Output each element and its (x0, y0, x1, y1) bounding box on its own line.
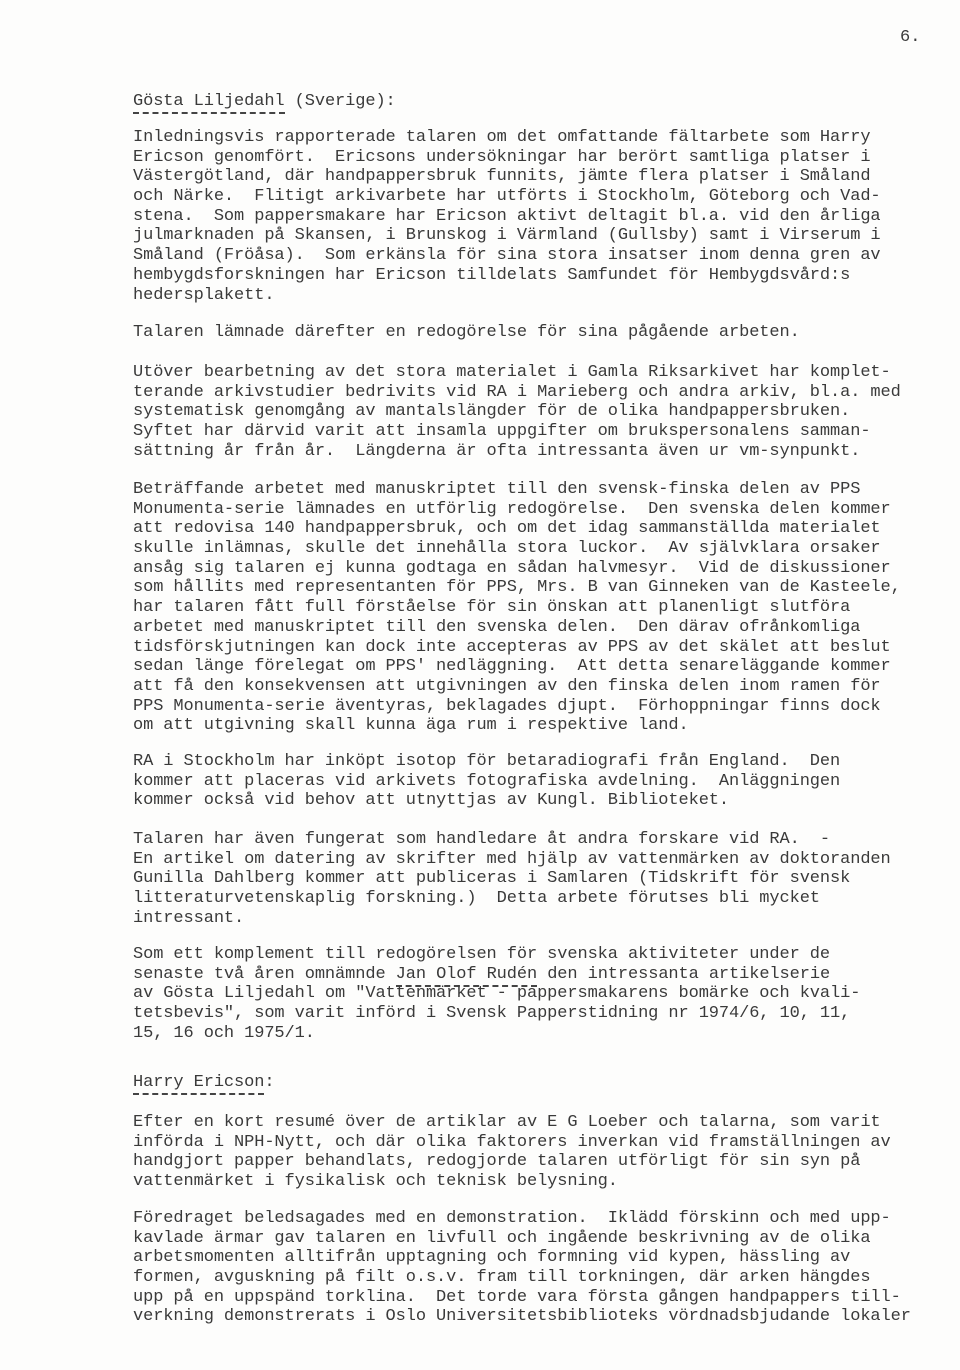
underlined-name: Harry Ericson (133, 1073, 264, 1095)
text-line: ansåg sig talaren ej kunna godtaga en sådan halvmesyr. Vid de diskussioner (133, 558, 891, 578)
text-line: Småland (Fröåsa). Som erkänsla för sina stora insatser inom denna gren av (133, 246, 881, 266)
text-line: av Gösta Liljedahl om "Vattenmärket - pappersmakarens bomärke och kvali- (133, 984, 861, 1004)
text-line: kavlade ärmar gav talaren en livfull och ingående beskrivning av de olika (133, 1228, 871, 1248)
paragraph (133, 323, 800, 343)
text-line: att redovisa 140 handpappersbruk, och om det idag sammanställda materialet (133, 519, 881, 539)
text-line: Talaren har även fungerat som handledare åt andra forskare vid RA. - (133, 830, 831, 849)
text-line: Föredraget beledsagades med en demonstration. Iklädd förskinn och med upp- (133, 1209, 891, 1228)
text-line: arbetsmomenten alltifrån upptagning och formning vid kypen, hässling av (133, 1248, 851, 1268)
text-line: sedan länge förelegat om PPS' nedläggning. Att detta senareläggande kommer (133, 657, 891, 677)
text-line: terande arkivstudier bedrivits vid RA i Marieberg och andra arkiv, bl.a. med (133, 382, 901, 402)
text-line: julmarknaden på Skansen, i Brunskog i Värmland (Gullsby) samt i Virserum i (133, 226, 881, 246)
text-line: att få den konsekvensen att utgivningen av den finska delen inom ramen för (133, 676, 881, 696)
text-line: formen, avguskning på filt o.s.v. fram till torkningen, där arken hängdes (133, 1268, 871, 1288)
text-segment: : (264, 1073, 275, 1092)
text-line (133, 92, 396, 112)
page-number: 6. (900, 28, 921, 47)
text-segment: (Sverige): (284, 92, 396, 111)
text-line: tidsförskjutningen kan dock inte accepteras av PPS av det skälet att beslut (133, 637, 891, 657)
text-line: En artikel om datering av skrifter med hjälp av vattenmärken av doktoranden (133, 849, 891, 869)
text-line: vattenmärket i fysikalisk och teknisk belysning. (133, 1172, 618, 1192)
text-line: har talaren fått full förståelse för sin önskan att planenligt slutföra (133, 598, 851, 618)
text-line: om att utgivning skall kunna äga rum i respektive land. (133, 716, 689, 736)
text-line (133, 965, 860, 985)
underlined-name: Jan Olof Rudén (396, 965, 537, 987)
text-line: och Närke. Flitigt arkivarbete har utförts i Stockholm, Göteborg och Vad- (133, 187, 881, 207)
paragraph (133, 752, 840, 811)
section-heading (133, 92, 396, 112)
text-line: Inledningsvis rapporterade talaren om det omfattande fältarbete som Harry (133, 128, 871, 147)
text-line: skulle inlämnas, skulle det innehålla stora luckor. Av självklara orsaker (133, 539, 881, 559)
text-line: Beträffande arbetet med manuskriptet till den svensk-finska delen av PPS (133, 480, 861, 499)
text-segment: den intressanta artikelserie (537, 964, 831, 984)
text-line: arbetet med manuskriptet till den svenska delen. Den därav ofrånkomliga (133, 617, 861, 637)
text-line: hembygdsforskningen har Ericson tilldelats Samfundet för Hembygdsvård:s (133, 265, 851, 285)
text-line: Monumenta-serie lämnades en utförlig redogörelse. Den svenska delen kommer (133, 499, 891, 519)
text-line: Västergötland, där handpappersbruk funnits, jämte flera platser i Småland (133, 167, 871, 187)
text-line (133, 1073, 274, 1093)
underlined-name: Gösta Liljedahl (133, 92, 285, 114)
text-line: kommer att placeras vid arkivets fotografiska avdelning. Anläggningen (133, 771, 841, 791)
text-line: intressant. (133, 908, 245, 928)
text-line: litteraturvetenskaplig forskning.) Detta arbete förutses bli mycket (133, 889, 820, 909)
text-line: införda i NPH-Nytt, och där olika faktorers inverkan vid framställningen av (133, 1132, 891, 1152)
text-line: som hållits med representanten för PPS, Mrs. B van Ginneken van de Kasteele, (133, 578, 901, 598)
text-line: Gunilla Dahlberg kommer att publiceras i Samlaren (Tidskrift för svensk (133, 869, 851, 889)
paragraph (133, 480, 901, 736)
text-line: Efter en kort resumé över de artiklar av E G Loeber och talarna, som varit (133, 1113, 881, 1132)
paragraph (133, 1209, 911, 1327)
text-segment: senaste två åren omnämnde (133, 964, 396, 984)
text-line: tetsbevis", som varit införd i Svensk Papperstidning nr 1974/6, 10, 11, (133, 1004, 851, 1024)
text-line: upp på en uppspänd torklina. Det torde vara första gången handpappers till- (133, 1287, 901, 1307)
paragraph (133, 128, 881, 305)
text-line: Som ett komplement till redogörelsen för svenska aktiviteter under de (133, 945, 831, 964)
text-line: systematisk genomgång av mantalslängder för de olika handpappersbruken. (133, 402, 851, 422)
paragraph (133, 363, 901, 461)
text-line: handgjort papper behandlats, redogjorde talaren utförligt för sin syn på (133, 1152, 861, 1172)
text-line: Talaren lämnade därefter en redogörelse för sina pågående arbeten. (133, 323, 800, 342)
text-line: RA i Stockholm har inköpt isotop för betaradiografi från England. Den (133, 752, 841, 771)
paragraph (133, 830, 891, 928)
text-line: sättning år från år. Längderna är ofta intressanta även ur vm-synpunkt. (133, 441, 861, 461)
text-line: hedersplakett. (133, 285, 275, 305)
text-line: Ericson genomfört. Ericsons undersökningar har berört samtliga platser i (133, 147, 871, 167)
section-heading (133, 1073, 274, 1093)
text-line: kommer också vid behov att utnyttjas av Kungl. Biblioteket. (133, 791, 729, 811)
paragraph (133, 945, 860, 1043)
text-line: verkning demonstrerats i Oslo Universitetsbiblioteks vördnadsbjudande lokaler (133, 1307, 911, 1327)
text-line: 15, 16 och 1975/1. (133, 1023, 315, 1043)
text-line: Utöver bearbetning av det stora materialet i Gamla Riksarkivet har komplet- (133, 363, 891, 382)
text-line: PPS Monumenta-serie äventyras, beklagades djupt. Förhoppningar finns dock (133, 696, 881, 716)
paragraph (133, 1113, 891, 1192)
text-line: Syftet har därvid varit att insamla uppgifter om brukspersonalens samman- (133, 422, 871, 442)
text-line: stena. Som pappersmakare har Ericson aktivt deltagit bl.a. vid den årliga (133, 206, 881, 226)
